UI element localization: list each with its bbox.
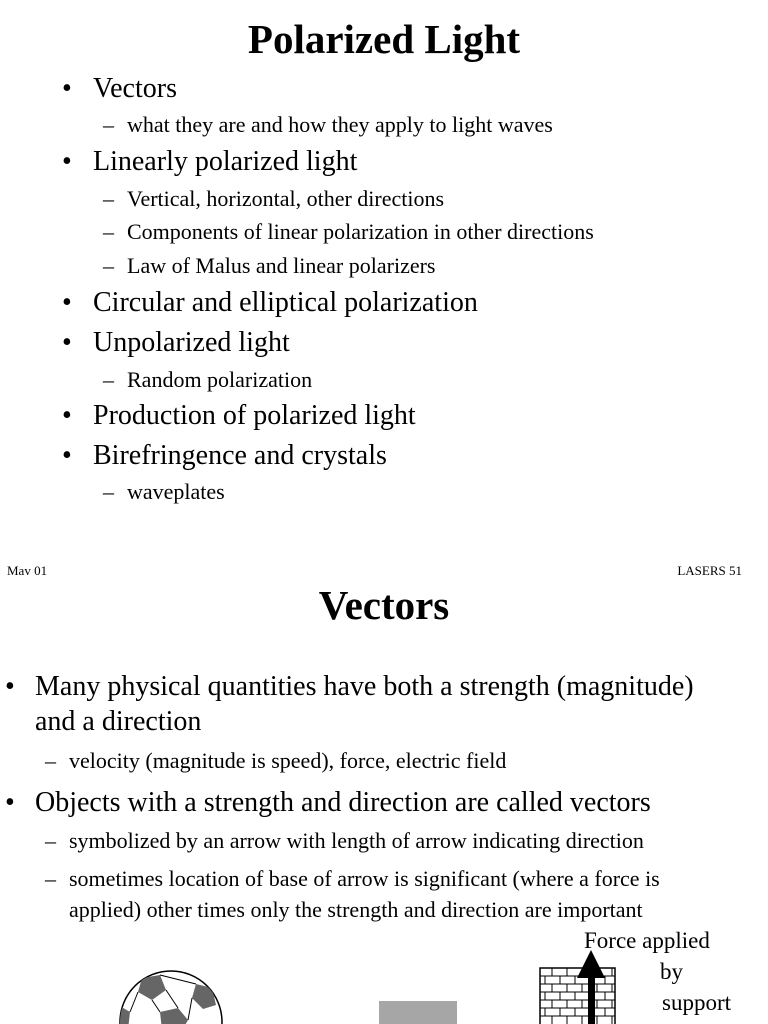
- slide-1-title: Polarized Light: [247, 16, 521, 62]
- sub-text: what they are and how they apply to light waves: [127, 112, 553, 137]
- footer-left: Mav 01: [7, 563, 48, 578]
- dash-icon: –: [103, 367, 114, 392]
- dash-icon: –: [103, 112, 114, 137]
- slide-2-title: Vectors: [318, 582, 450, 628]
- sub-text: Law of Malus and linear polarizers: [127, 253, 436, 278]
- soccer-ball-icon: [116, 971, 222, 1024]
- footer-right: LASERS 51: [677, 563, 742, 578]
- bullet-icon: •: [62, 440, 72, 471]
- sub-text: Random polarization: [127, 367, 313, 392]
- block-icon: [379, 1001, 457, 1024]
- sub-text: velocity (magnitude is speed), force, electric field: [69, 748, 507, 773]
- bullet-text: Many physical quantities have both a strength (magnitude): [35, 671, 694, 702]
- dash-icon: –: [103, 219, 114, 244]
- force-label-line-3: support: [662, 990, 731, 1015]
- bullet-text: Birefringence and crystals: [93, 440, 387, 471]
- bullet-icon: •: [62, 287, 72, 318]
- bullet-icon: •: [62, 146, 72, 177]
- bullet-text: Vectors: [93, 73, 177, 104]
- bullet-text: Unpolarized light: [93, 327, 290, 358]
- sub-text: sometimes location of base of arrow is significant (where a force is: [69, 866, 660, 891]
- dash-icon: –: [103, 186, 114, 211]
- bullet-icon: •: [5, 671, 15, 702]
- bullet-text: Linearly polarized light: [93, 146, 358, 177]
- sub-text: symbolized by an arrow with length of arrow indicating direction: [69, 828, 644, 853]
- bullet-text-continued: and a direction: [35, 706, 202, 737]
- dash-icon: –: [103, 253, 114, 278]
- bullet-icon: •: [62, 400, 72, 431]
- force-label-line-2: by: [660, 959, 683, 984]
- sub-text-continued: applied) other times only the strength and direction are important: [69, 897, 643, 922]
- bullet-text: Objects with a strength and direction are called vectors: [35, 787, 651, 818]
- dash-icon: –: [45, 866, 56, 891]
- bullet-icon: •: [5, 787, 15, 818]
- bullet-icon: •: [62, 327, 72, 358]
- sub-text: waveplates: [127, 479, 225, 504]
- sub-text: Vertical, horizontal, other directions: [127, 186, 445, 211]
- bullet-text: Production of polarized light: [93, 400, 416, 431]
- dash-icon: –: [45, 748, 56, 773]
- sub-text: Components of linear polarization in other directions: [127, 219, 594, 244]
- bullet-text: Circular and elliptical polarization: [93, 287, 478, 318]
- dash-icon: –: [45, 828, 56, 853]
- force-label-line-1: Force applied: [584, 928, 710, 953]
- bullet-icon: •: [62, 73, 72, 104]
- dash-icon: –: [103, 479, 114, 504]
